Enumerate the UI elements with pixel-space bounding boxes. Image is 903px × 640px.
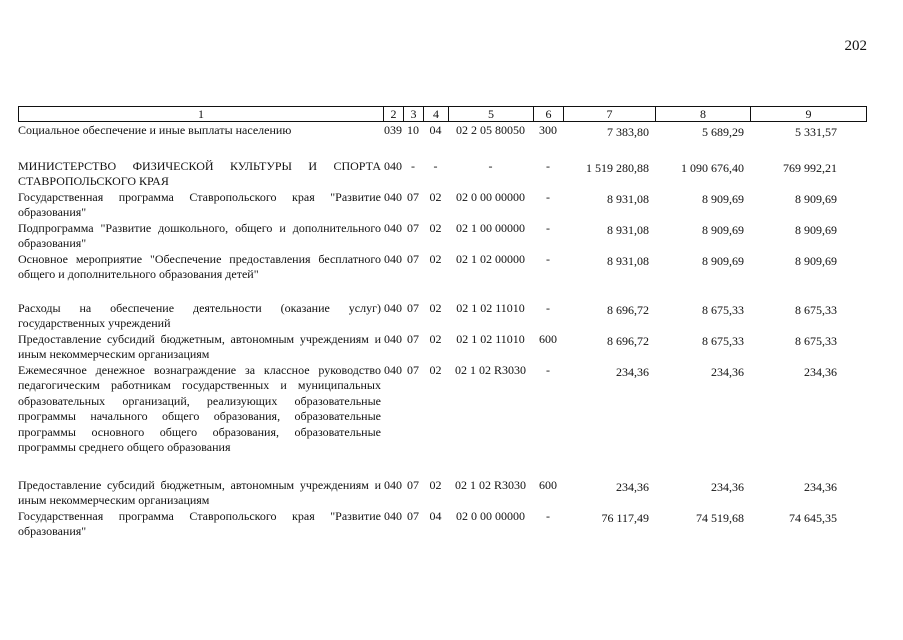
row-col-4: 04: [429, 508, 442, 523]
row-col-7: 234,36: [616, 364, 649, 379]
row-col-8: 1 090 676,40: [681, 160, 744, 175]
row-col-9: 234,36: [804, 479, 837, 494]
row-col-7: 7 383,80: [607, 125, 649, 139]
row-col-4: 02: [429, 331, 442, 346]
row-col-3: 07: [407, 251, 419, 266]
row-col-3: 07: [407, 220, 419, 235]
header-col-7: 7: [564, 107, 656, 121]
row-name: Подпрограмма "Развитие дошкольного, общего и дополнительного образования": [18, 220, 381, 250]
row-col-9: 8 675,33: [795, 333, 837, 348]
row-col-4: 02: [429, 251, 442, 266]
header-col-4: 4: [424, 107, 449, 121]
row-col-4: -: [433, 158, 438, 173]
row-col-2: 040: [384, 251, 402, 266]
row-col-5: 02 1 02 11010: [456, 300, 525, 315]
row-col-8: 234,36: [711, 364, 744, 379]
table-row: [18, 478, 865, 509]
row-col-7: 8 931,08: [607, 253, 649, 268]
row-col-9: 8 909,69: [795, 222, 837, 237]
row-col-2: 040: [384, 508, 402, 523]
row-col-9: 74 645,35: [789, 510, 837, 525]
row-name: Государственная программа Ставропольского края "Развитие образования": [18, 189, 381, 219]
row-col-5: 02 1 02 00000: [456, 251, 525, 266]
row-col-6: -: [546, 508, 550, 523]
row-col-5: 02 1 02 11010: [456, 331, 525, 346]
row-col-2: 040: [384, 477, 402, 492]
row-col-8: 5 689,29: [702, 125, 744, 139]
row-col-7: 1 519 280,88: [586, 160, 649, 175]
row-name: Ежемесячное денежное вознаграждение за классное руководство педагогическим работникам государственных и муниципальных образовательных организаций, реализующих образовательные программы начального общего образования, образовательные программы основного общего образования, образовательные программы среднего общего образования: [18, 362, 381, 454]
header-col-2: 2: [384, 107, 404, 121]
row-col-5: 02 1 02 R3030: [454, 477, 526, 492]
row-col-9: 769 992,21: [783, 160, 837, 175]
row-col-5: 02 0 00 00000: [456, 508, 525, 523]
row-col-9: 8 675,33: [795, 302, 837, 317]
table-row: [18, 363, 865, 456]
row-col-6: -: [546, 158, 550, 173]
row-col-5: -: [488, 158, 493, 173]
row-col-3: 07: [407, 331, 419, 346]
row-col-8: 8 909,69: [702, 253, 744, 268]
header-col-6: 6: [534, 107, 564, 121]
row-col-6: -: [546, 220, 550, 235]
row-col-2: 040: [384, 220, 402, 235]
row-col-8: 234,36: [711, 479, 744, 494]
row-col-2: 040: [384, 331, 402, 346]
table-row: [18, 123, 865, 141]
row-col-3: 07: [407, 477, 419, 492]
row-col-9: 234,36: [804, 364, 837, 379]
table-row: [18, 159, 865, 190]
row-col-4: 02: [429, 300, 442, 315]
row-col-7: 8 931,08: [607, 191, 649, 206]
row-col-7: 8 696,72: [607, 302, 649, 317]
row-col-5: 02 1 02 R3030: [454, 362, 526, 377]
row-col-2: 040: [384, 189, 402, 204]
row-name: МИНИСТЕРСТВО ФИЗИЧЕСКОЙ КУЛЬТУРЫ И СПОРТА СТАВРОПОЛЬСКОГО КРАЯ: [18, 158, 381, 188]
row-col-3: 07: [407, 508, 419, 523]
row-col-2: 039: [384, 123, 402, 137]
row-col-7: 76 117,49: [601, 510, 649, 525]
row-col-6: -: [546, 251, 550, 266]
table-header: [18, 106, 867, 122]
row-col-3: 07: [407, 189, 419, 204]
header-col-8: 8: [656, 107, 751, 121]
row-col-5: 02 1 00 00000: [456, 220, 525, 235]
row-col-9: 5 331,57: [795, 125, 837, 139]
row-col-9: 8 909,69: [795, 191, 837, 206]
header-col-9: 9: [805, 107, 812, 121]
row-name: Предоставление субсидий бюджетным, автономным учреждениям и иным некоммерческим организациям: [18, 331, 381, 361]
row-col-3: 07: [407, 362, 419, 377]
table-row: [18, 190, 865, 221]
row-name: Государственная программа Ставропольского края "Развитие образования": [18, 508, 381, 538]
row-col-7: 234,36: [616, 479, 649, 494]
row-col-8: 8 909,69: [702, 222, 744, 237]
row-col-5: 02 0 00 00000: [456, 189, 525, 204]
row-name: Предоставление субсидий бюджетным, автономным учреждениям и иным некоммерческим организациям: [18, 477, 381, 507]
table-row: [18, 252, 865, 283]
row-col-6: 600: [539, 477, 557, 492]
row-col-5: 02 2 05 80050: [456, 123, 525, 137]
table-row: [18, 221, 865, 252]
row-col-7: 8 931,08: [607, 222, 649, 237]
page-number: 202: [844, 38, 867, 54]
table-row: [18, 509, 865, 540]
row-col-6: -: [546, 189, 550, 204]
row-col-6: 600: [539, 331, 557, 346]
row-col-2: 040: [384, 158, 402, 173]
row-col-9: 8 909,69: [795, 253, 837, 268]
row-col-4: 02: [429, 362, 442, 377]
row-name: Социальное обеспечение и иные выплаты населению: [18, 123, 292, 137]
row-col-6: -: [546, 362, 550, 377]
row-col-8: 8 675,33: [702, 333, 744, 348]
row-col-6: 300: [539, 123, 557, 137]
row-col-4: 02: [429, 189, 442, 204]
header-col-3: 3: [404, 107, 424, 121]
header-col-1: 1: [19, 107, 384, 121]
row-col-2: 040: [384, 300, 402, 315]
row-col-4: 02: [429, 220, 442, 235]
row-name: Расходы на обеспечение деятельности (оказание услуг) государственных учреждений: [18, 300, 381, 330]
row-col-4: 02: [429, 477, 442, 492]
row-col-2: 040: [384, 362, 402, 377]
header-col-5: 5: [449, 107, 534, 121]
row-col-3: -: [411, 158, 415, 173]
table-body: [18, 123, 865, 540]
row-col-7: 8 696,72: [607, 333, 649, 348]
row-col-6: -: [546, 300, 550, 315]
row-col-3: 10: [407, 123, 419, 137]
row-col-8: 8 675,33: [702, 302, 744, 317]
table-row: [18, 332, 865, 363]
row-col-3: 07: [407, 300, 419, 315]
table-row: [18, 301, 865, 332]
row-col-8: 8 909,69: [702, 191, 744, 206]
row-name: Основное мероприятие "Обеспечение предоставления бесплатного общего и дополнительного образования детей": [18, 251, 381, 281]
row-col-4: 04: [429, 123, 442, 137]
row-col-8: 74 519,68: [696, 510, 744, 525]
